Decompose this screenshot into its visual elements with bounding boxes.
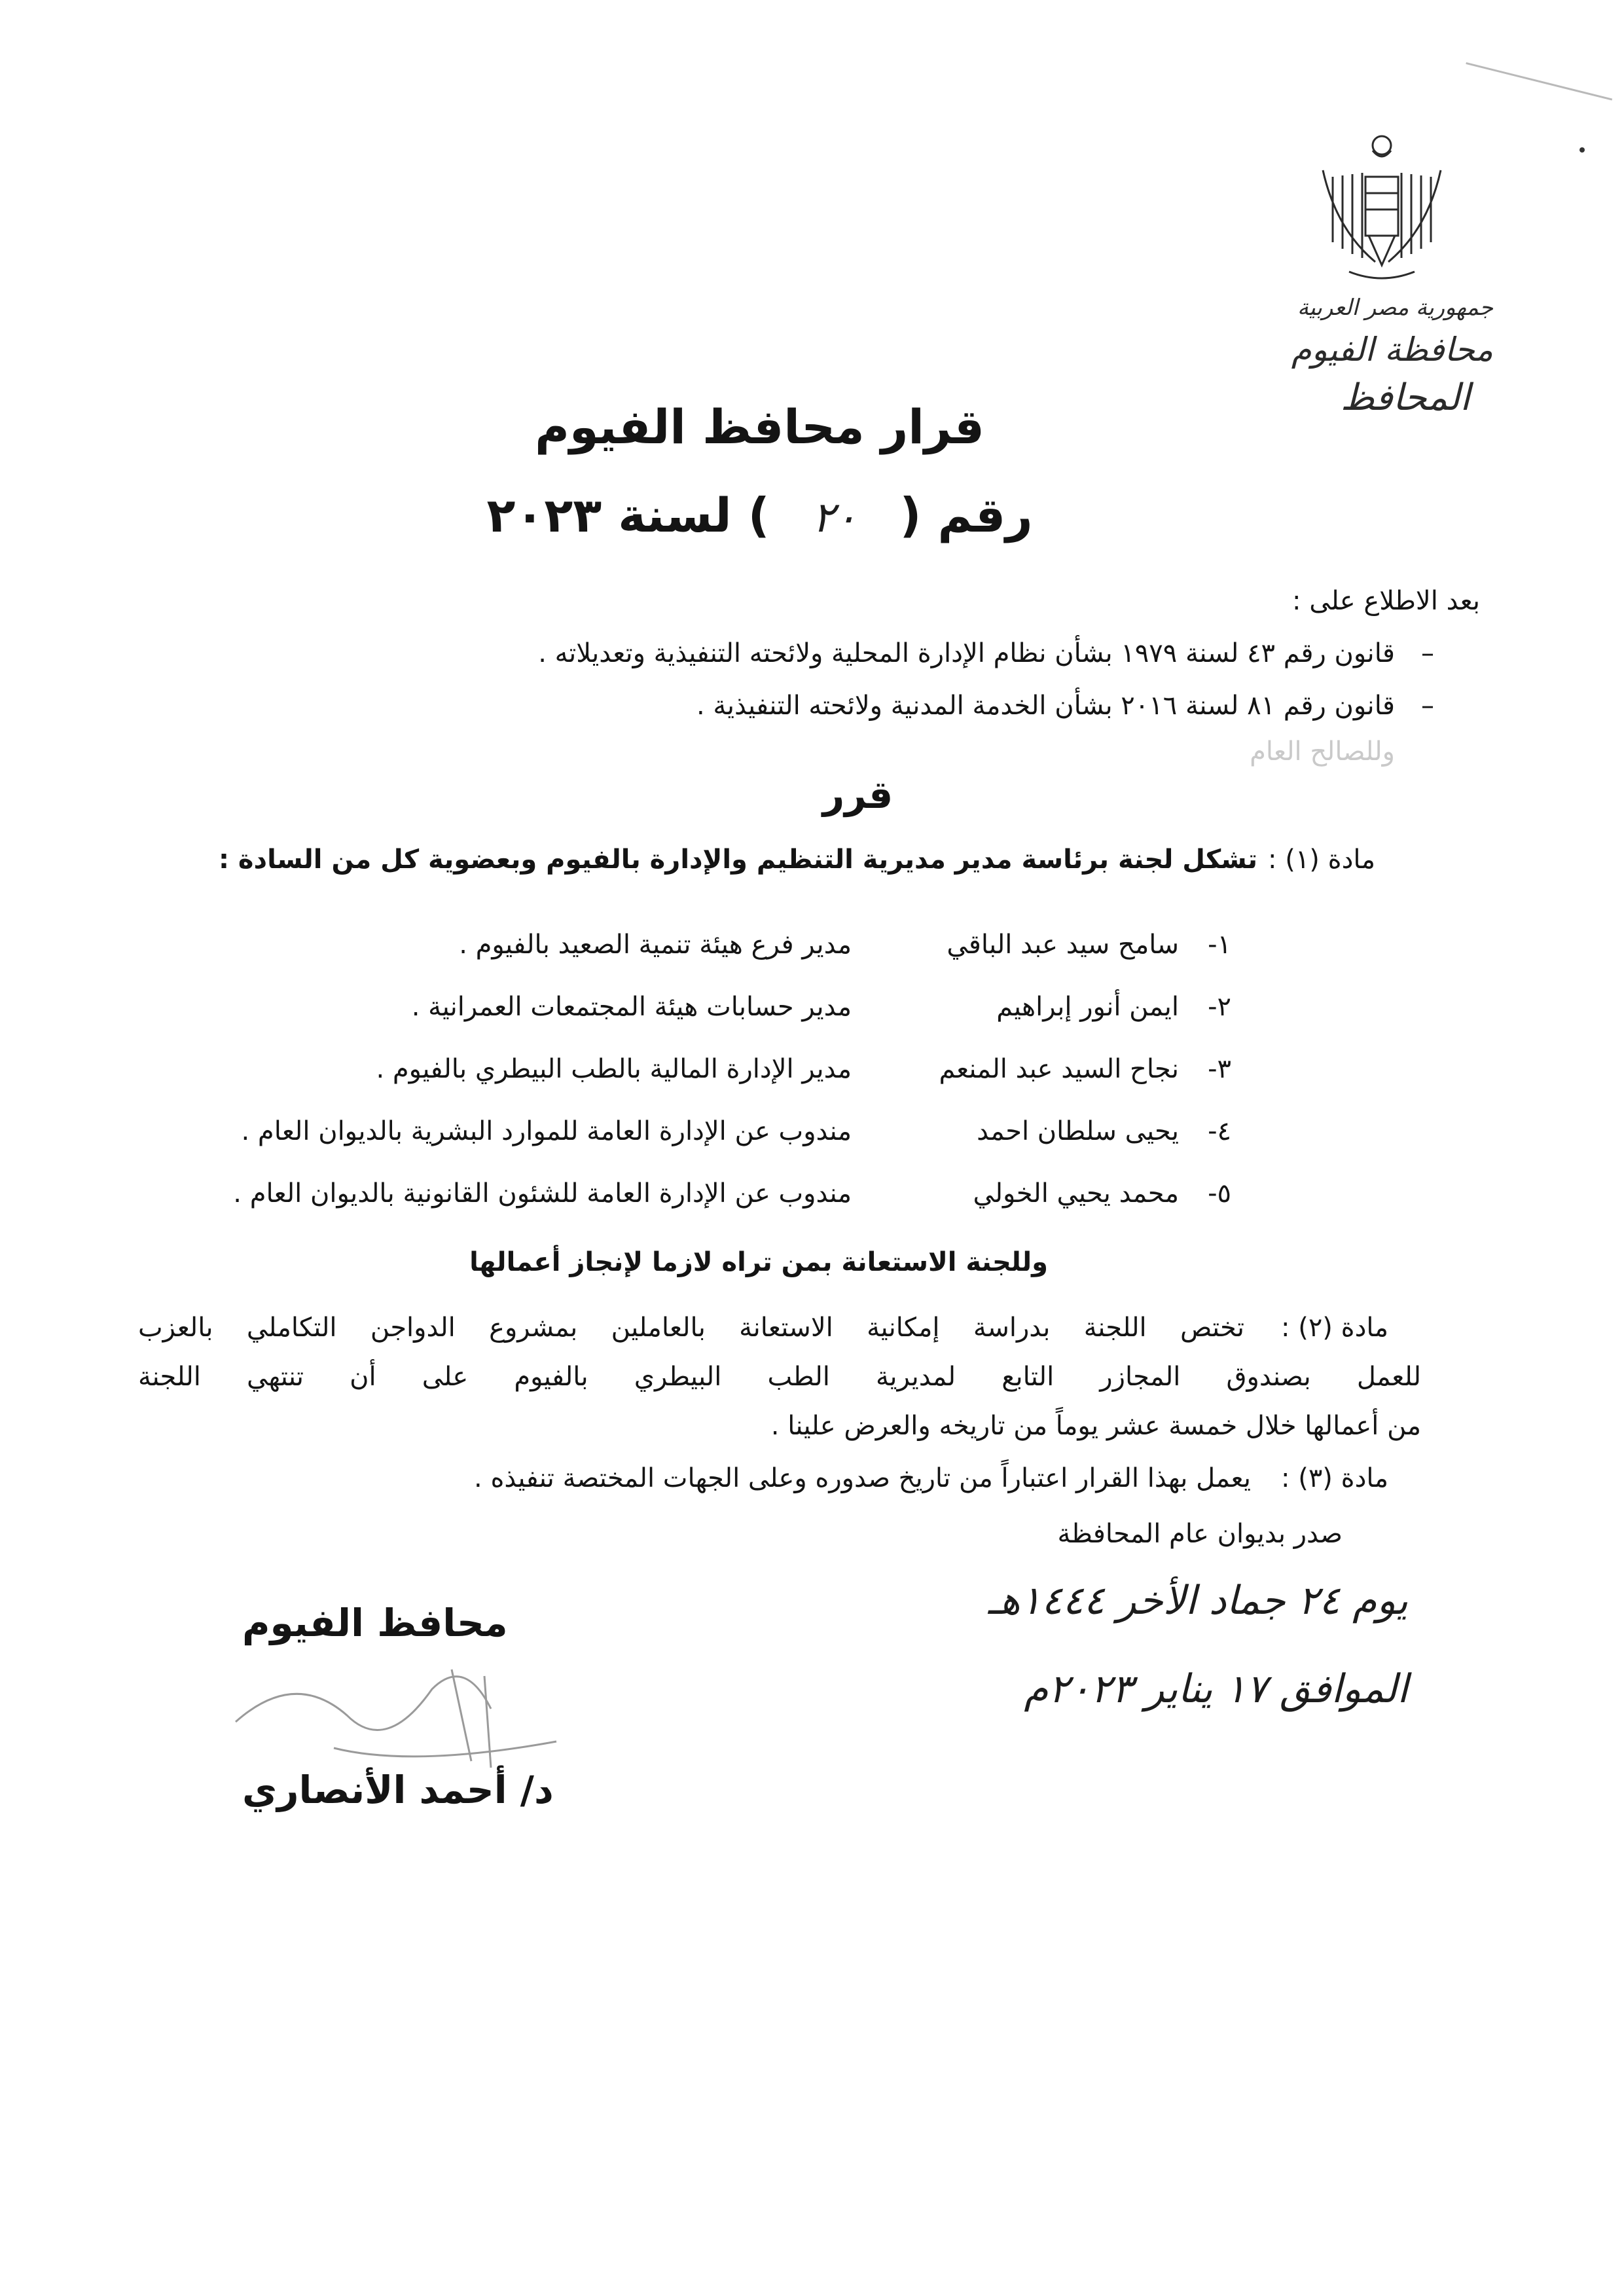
preamble-faded-line: وللصالح العام <box>1250 737 1395 767</box>
header-country: جمهورية مصر العربية <box>1297 295 1493 321</box>
member-role: مندوب عن الإدارة العامة للموارد البشرية بالديوان العام . <box>241 1116 852 1146</box>
member-role: مدير حسابات هيئة المجتمعات العمرانية . <box>411 992 852 1022</box>
member-number: ٤- <box>1208 1116 1231 1146</box>
handwritten-signature <box>216 1630 609 1774</box>
preamble-intro: بعد الاطلاع على : <box>1292 586 1480 616</box>
member-name: نجاح السيد عبد المنعم <box>939 1054 1179 1084</box>
member-role: مدير فرع هيئة تنمية الصعيد بالفيوم . <box>459 930 852 960</box>
article-3-label: مادة (٣) : <box>1281 1463 1388 1493</box>
article-2-label: مادة (٢) : <box>1281 1313 1388 1343</box>
issued-place: صدر بديوان عام المحافظة <box>1057 1519 1343 1549</box>
member-name: محمد يحيي الخولي <box>973 1178 1179 1209</box>
decree-number-suffix: ) لسنة ٢٠٢٣ <box>486 488 770 543</box>
member-name: يحيى سلطان احمد <box>977 1116 1179 1146</box>
list-dash: – <box>1421 638 1434 668</box>
scan-artifact-dot <box>1579 147 1585 153</box>
issued-hijri-date: يوم ٢٤ جماد الأخر ١٤٤٤هـ <box>988 1578 1408 1624</box>
assist-note: وللجنة الاستعانة بمن تراه لازما لإنجاز أعمالها <box>469 1247 1048 1277</box>
article-1-label: مادة (١) : <box>1268 845 1375 875</box>
article-3-text: يعمل بهذا القرار اعتباراً من تاريخ صدوره وعلى الجهات المختصة تنفيذه . <box>474 1463 1251 1493</box>
preamble-item-2: قانون رقم ٨١ لسنة ٢٠١٦ بشأن الخدمة المدنية ولائحته التنفيذية . <box>696 691 1395 721</box>
decision-heading: قرر <box>822 773 893 817</box>
member-number: ٥- <box>1208 1178 1231 1209</box>
signature-title: محافظ الفيوم <box>242 1601 508 1645</box>
decree-number <box>0 488 1624 543</box>
article-2-line-1: تختص اللجنة بدراسة إمكانية الاستعانة بالعاملين بمشروع الدواجن التكاملي بالعزب <box>138 1313 1244 1343</box>
member-number: ١- <box>1208 930 1231 960</box>
member-name: ايمن أنور إبراهيم <box>996 992 1179 1022</box>
signature-name: د/ أحمد الأنصاري <box>242 1768 554 1812</box>
decree-number-prefix: رقم ( <box>899 488 1033 543</box>
member-number: ٢- <box>1208 992 1231 1022</box>
egypt-eagle-emblem <box>1297 131 1467 288</box>
decree-title: قرار محافظ الفيوم <box>535 399 984 454</box>
issued-gregorian-date: الموافق ١٧ يناير ٢٠٢٣م <box>1024 1666 1408 1712</box>
scan-artifact-line <box>1453 62 1612 151</box>
member-number: ٣- <box>1208 1054 1231 1084</box>
list-dash: – <box>1421 691 1434 721</box>
article-2-line-2: للعمل بصندوق المجازر التابع لمديرية الطب البيطري بالفيوم على أن تنتهي اللجنة <box>138 1362 1421 1392</box>
article-1-text: تشكل لجنة برئاسة مدير مديرية التنظيم والإدارة بالفيوم وبعضوية كل من السادة : <box>219 845 1257 875</box>
header-governorate: محافظة الفيوم <box>1291 331 1493 369</box>
decree-number-handwritten: ٢٠ <box>812 494 857 542</box>
header-office: المحافظ <box>1340 376 1470 419</box>
member-role: مندوب عن الإدارة العامة للشئون القانونية بالديوان العام . <box>233 1178 852 1209</box>
member-name: سامح سيد عبد الباقي <box>947 930 1179 960</box>
article-2-line-3: من أعمالها خلال خمسة عشر يوماً من تاريخه والعرض علينا . <box>770 1411 1421 1441</box>
member-role: مدير الإدارة المالية بالطب البيطري بالفيوم . <box>376 1054 852 1084</box>
preamble-item-1: قانون رقم ٤٣ لسنة ١٩٧٩ بشأن نظام الإدارة المحلية ولائحته التنفيذية وتعديلاته . <box>538 638 1395 668</box>
